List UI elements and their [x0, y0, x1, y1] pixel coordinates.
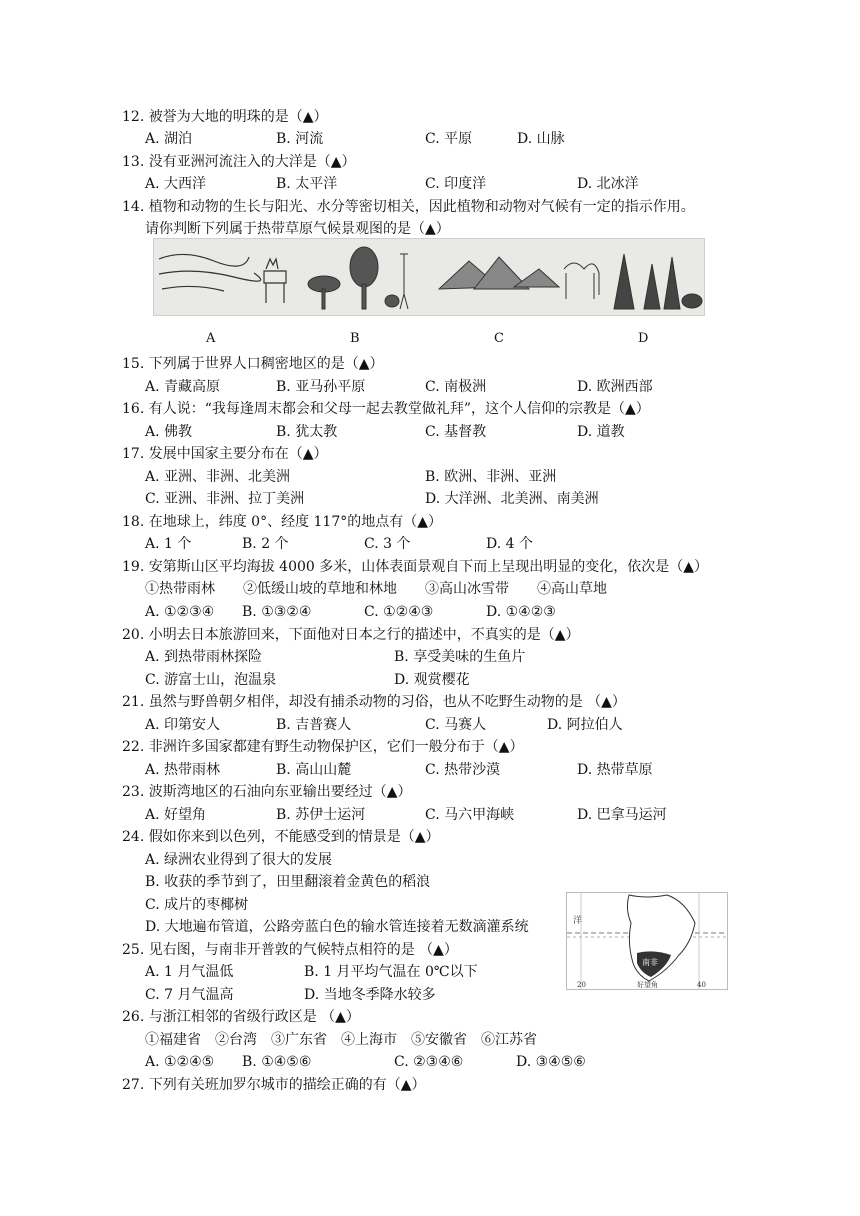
q17-stem: 17. 发展中国家主要分布在（▲） [122, 446, 328, 462]
q13-option-a: A. 大西洋 [145, 176, 207, 192]
q20-option-a: A. 到热带雨林探险 [145, 649, 263, 665]
q14-stem-2: 请你判断下列属于热带草原气候景观图的是（▲） [145, 221, 450, 237]
landscape-c [439, 257, 599, 299]
q20-option-b: B. 享受美味的生鱼片 [394, 649, 526, 665]
q25-option-d: D. 当地冬季降水较多 [304, 987, 436, 1003]
map-lon-20: 20 [577, 981, 586, 989]
q18-option-b: B. 2 个 [242, 536, 289, 552]
q26-option-c: C. ②③④⑥ [394, 1054, 464, 1070]
q26-stem: 26. 与浙江相邻的省级行政区是 （▲） [122, 1009, 360, 1025]
q18-option-c: C. 3 个 [364, 536, 411, 552]
q20-option-c: C. 游富士山，泡温泉 [145, 672, 277, 688]
q12-option-a: A. 湖泊 [145, 131, 193, 147]
q22-option-a: A. 热带雨林 [145, 762, 221, 778]
q12-option-b: B. 河流 [276, 131, 324, 147]
map-lon-40: 40 [697, 981, 706, 989]
map-country-label: 南非 [642, 958, 658, 967]
caption-d: D [638, 331, 649, 346]
q24-option-a: A. 绿洲农业得到了很大的发展 [145, 852, 333, 868]
q19-option-d: D. ①④②③ [486, 604, 556, 620]
q15-option-d: D. 欧洲西部 [577, 379, 653, 395]
south-africa-map [566, 892, 728, 990]
q21-option-d: D. 阿拉伯人 [547, 717, 623, 733]
landscape-a [159, 254, 286, 303]
q12-stem: 12. 被誉为大地的明珠的是（▲） [122, 109, 328, 125]
q15-option-c: C. 南极洲 [425, 379, 487, 395]
q23-option-c: C. 马六甲海峡 [425, 807, 515, 823]
q20-option-d: D. 观赏樱花 [394, 672, 470, 688]
q20-stem: 20. 小明去日本旅游回来，下面他对日本之行的描述中，不真实的是（▲） [122, 627, 580, 643]
q19-option-b: B. ①③②④ [242, 604, 312, 620]
q26-option-a: A. ①②④⑤ [145, 1054, 215, 1070]
q24-option-d: D. 大地遍布管道，公路旁蓝白色的输水管连接着无数滴灌系统 [145, 919, 529, 935]
q25-option-a: A. 1 月气温低 [145, 964, 234, 980]
map-ocean-label: 洋 [573, 916, 583, 926]
q24-option-b: B. 收获的季节到了，田里翻滚着金黄色的稻浪 [145, 874, 431, 890]
q23-option-a: A. 好望角 [145, 807, 207, 823]
climate-landscape-image-strip [153, 238, 705, 316]
q12-option-d: D. 山脉 [517, 131, 565, 147]
q24-stem: 24. 假如你来到以色列，不能感受到的情景是（▲） [122, 829, 440, 845]
q19-option-a: A. ①②③④ [145, 604, 215, 620]
q22-stem: 22. 非洲许多国家都建有野生动物保护区，它们一般分布于（▲） [122, 739, 524, 755]
q13-option-c: C. 印度洋 [425, 176, 487, 192]
map-cape-label: 好望角 [637, 981, 658, 989]
landscape-illustrations [154, 239, 704, 315]
q27-stem: 27. 下列有关班加罗尔城市的描绘正确的有（▲） [122, 1077, 426, 1093]
q21-option-b: B. 吉普赛人 [276, 717, 352, 733]
q16-option-b: B. 犹太教 [276, 424, 338, 440]
q22-option-d: D. 热带草原 [577, 762, 653, 778]
q18-stem: 18. 在地球上，纬度 0°、经度 117°的地点有（▲） [122, 514, 443, 530]
q19-option-c: C. ①②④③ [364, 604, 434, 620]
q16-option-c: C. 基督教 [425, 424, 487, 440]
q25-option-c: C. 7 月气温高 [145, 987, 234, 1003]
q17-option-a: A. 亚洲、非洲、北美洲 [145, 469, 291, 485]
q26-option-d: D. ③④⑤⑥ [516, 1054, 586, 1070]
q17-option-b: B. 欧洲、非洲、亚洲 [425, 469, 557, 485]
q22-option-c: C. 热带沙漠 [425, 762, 501, 778]
q13-stem: 13. 没有亚洲河流注入的大洋是（▲） [122, 154, 356, 170]
q21-option-c: C. 马赛人 [425, 717, 487, 733]
caption-a: A [206, 331, 216, 346]
q12-option-c: C. 平原 [425, 131, 473, 147]
q18-option-d: D. 4 个 [486, 536, 533, 552]
q13-option-b: B. 太平洋 [276, 176, 338, 192]
q23-option-b: B. 苏伊士运河 [276, 807, 366, 823]
caption-b: B [350, 331, 360, 346]
q23-stem: 23. 波斯湾地区的石油向东亚输出要经过（▲） [122, 784, 412, 800]
q21-option-a: A. 印第安人 [145, 717, 221, 733]
q17-option-d: D. 大洋洲、北美洲、南美洲 [425, 491, 599, 507]
q26-option-b: B. ①④⑤⑥ [242, 1054, 312, 1070]
q16-option-a: A. 佛教 [145, 424, 193, 440]
q25-option-b: B. 1 月平均气温在 0℃以下 [304, 964, 478, 980]
q17-option-c: C. 亚洲、非洲、拉丁美洲 [145, 491, 305, 507]
caption-c: C [494, 331, 504, 346]
q14-stem: 14. 植物和动物的生长与阳光、水分等密切相关，因此植物和动物对气候有一定的指示作用。 [122, 199, 695, 215]
landscape-d [614, 254, 702, 309]
q19-stem: 19. 安第斯山区平均海拔 4000 多米，山体表面景观自下而上呈现出明显的变化，依次是（▲） [122, 559, 709, 575]
q23-option-d: D. 巴拿马运河 [577, 807, 667, 823]
q21-stem: 21. 虽然与野兽朝夕相伴，却没有捕杀动物的习俗，也从不吃野生动物的是 （▲） [122, 694, 626, 710]
q16-option-d: D. 道教 [577, 424, 625, 440]
q15-option-a: A. 青藏高原 [145, 379, 221, 395]
q24-option-c: C. 成片的枣椰树 [145, 897, 249, 913]
africa-outline [567, 893, 727, 989]
q26-items: ①福建省 ②台湾 ③广东省 ④上海市 ⑤安徽省 ⑥江苏省 [145, 1032, 537, 1048]
q15-stem: 15. 下列属于世界人口稠密地区的是（▲） [122, 356, 384, 372]
landscape-b [308, 247, 408, 309]
q25-stem: 25. 见右图，与南非开普敦的气候特点相符的是 （▲） [122, 942, 458, 958]
q22-option-b: B. 高山山麓 [276, 762, 352, 778]
q19-items: ①热带雨林 ②低缓山坡的草地和林地 ③高山冰雪带 ④高山草地 [145, 581, 607, 597]
q13-option-d: D. 北冰洋 [577, 176, 639, 192]
q18-option-a: A. 1 个 [145, 536, 192, 552]
q16-stem: 16. 有人说：“我每逢周末都会和父母一起去教堂做礼拜”，这个人信仰的宗教是（▲） [122, 401, 650, 417]
q15-option-b: B. 亚马孙平原 [276, 379, 366, 395]
